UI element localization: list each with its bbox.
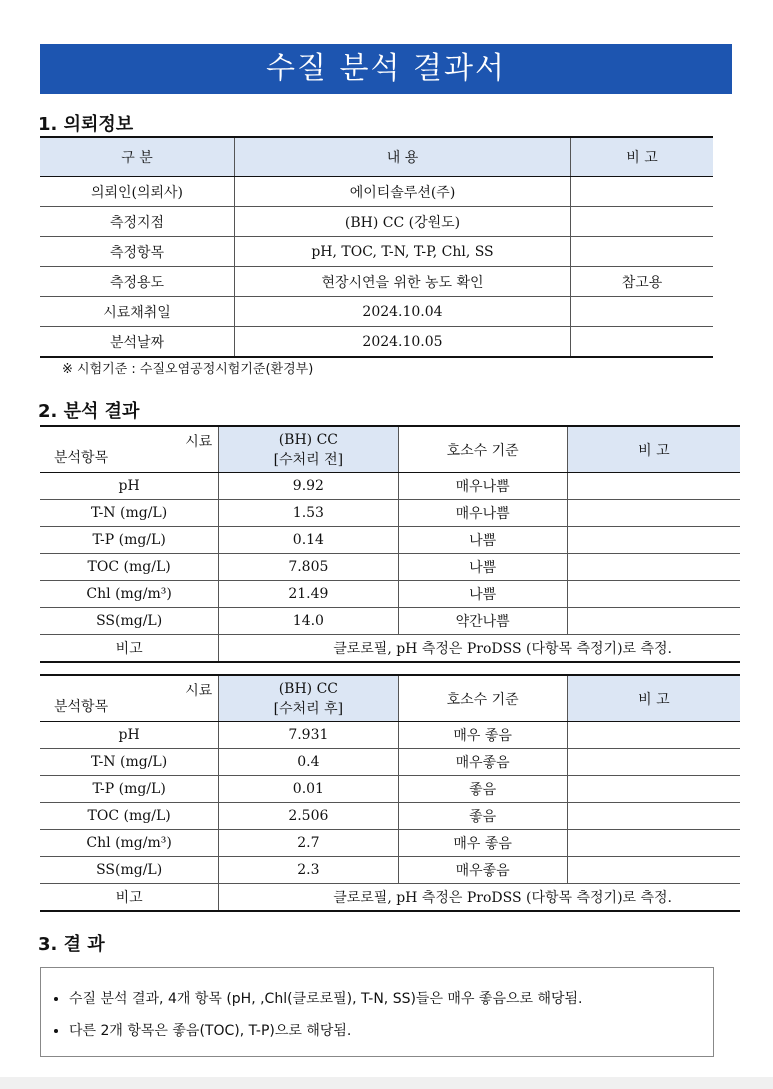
item-value: 7.805 (219, 554, 398, 581)
header-corner-cell (40, 426, 219, 473)
table-row (40, 554, 740, 581)
section1-heading: 1. 의뢰정보 (38, 114, 134, 135)
item-name: pH (40, 722, 219, 749)
item-grade: 매우좋음 (398, 749, 567, 776)
item-remark (567, 581, 740, 608)
row-remark (571, 327, 714, 358)
table-row (40, 207, 713, 237)
item-value: 2.3 (219, 857, 398, 884)
page-bottom-strip (0, 1077, 773, 1089)
item-name: SS(mg/L) (40, 857, 219, 884)
item-grade: 나쁨 (398, 527, 567, 554)
item-remark (567, 608, 740, 635)
item-grade: 좋음 (398, 776, 567, 803)
table-row (40, 776, 740, 803)
table-row (40, 297, 713, 327)
table-row (40, 722, 740, 749)
row-value: (BH) CC (강원도) (235, 207, 571, 237)
row-label: 측정지점 (40, 207, 235, 237)
remark-label: 비고 (40, 635, 219, 663)
sample-name: (BH) CC (278, 431, 339, 448)
header-sample (219, 675, 398, 722)
row-label: 측정용도 (40, 267, 235, 297)
item-name: Chl (mg/m³) (40, 830, 219, 857)
table-row (40, 749, 740, 776)
item-grade: 나쁨 (398, 581, 567, 608)
item-grade: 매우나쁨 (398, 500, 567, 527)
row-label: 측정항목 (40, 237, 235, 267)
corner-item-label: 분석항목 (54, 450, 109, 466)
item-value: 9.92 (219, 473, 398, 500)
item-grade: 매우나쁨 (398, 473, 567, 500)
item-name: Chl (mg/m³) (40, 581, 219, 608)
header-corner-cell (40, 675, 219, 722)
table-row (40, 327, 713, 358)
header-sample (219, 426, 398, 473)
remark-text: 클로로필, pH 측정은 ProDSS (다항목 측정기)로 측정. (333, 641, 672, 657)
item-grade: 나쁨 (398, 554, 567, 581)
row-remark (571, 297, 714, 327)
table-row (40, 500, 740, 527)
item-name: T-P (mg/L) (40, 527, 219, 554)
item-name: T-N (mg/L) (40, 749, 219, 776)
item-name: TOC (mg/L) (40, 554, 219, 581)
conclusion-box (40, 967, 714, 1057)
corner-sample-label: 시료 (185, 683, 213, 699)
section3-heading: 3. 결 과 (38, 934, 105, 955)
item-value: 2.506 (219, 803, 398, 830)
item-value: 7.931 (219, 722, 398, 749)
item-remark (567, 830, 740, 857)
row-remark: 참고용 (571, 267, 714, 297)
header-content: 내 용 (235, 137, 571, 177)
table-row (40, 581, 740, 608)
header-category: 구 분 (40, 137, 235, 177)
row-value: 현장시연을 위한 농도 확인 (235, 267, 571, 297)
sample-condition: [수처리 후] (273, 700, 344, 717)
item-remark (567, 500, 740, 527)
item-name: SS(mg/L) (40, 608, 219, 635)
header-remark: 비 고 (571, 137, 714, 177)
item-remark (567, 749, 740, 776)
row-label: 분석날짜 (40, 327, 235, 358)
sample-name: (BH) CC (278, 680, 339, 697)
item-grade: 매우 좋음 (398, 830, 567, 857)
item-remark (567, 776, 740, 803)
item-grade: 매우좋음 (398, 857, 567, 884)
header-remark: 비 고 (567, 675, 740, 722)
row-label: 시료채취일 (40, 297, 235, 327)
remark-label: 비고 (40, 884, 219, 912)
row-remark (571, 237, 714, 267)
table-row (40, 608, 740, 635)
item-remark (567, 722, 740, 749)
item-name: pH (40, 473, 219, 500)
table-row (40, 803, 740, 830)
remark-row (40, 884, 740, 912)
item-remark (567, 857, 740, 884)
corner-item-label: 분석항목 (54, 699, 109, 715)
remark-text: 클로로필, pH 측정은 ProDSS (다항목 측정기)로 측정. (333, 890, 672, 906)
item-value: 14.0 (219, 608, 398, 635)
table-row (40, 830, 740, 857)
results-before-table (40, 425, 740, 663)
table-header-row (40, 675, 740, 722)
item-remark (567, 473, 740, 500)
section2-heading: 2. 분석 결과 (38, 401, 140, 422)
table-row (40, 177, 713, 207)
request-info-table (40, 136, 713, 358)
row-value: 2024.10.05 (235, 327, 571, 358)
row-value: 에이티솔루션(주) (235, 177, 571, 207)
row-value: pH, TOC, T-N, T-P, Chl, SS (235, 237, 571, 267)
table-row (40, 237, 713, 267)
item-value: 0.01 (219, 776, 398, 803)
item-grade: 약간나쁨 (398, 608, 567, 635)
item-value: 0.14 (219, 527, 398, 554)
row-label: 의뢰인(의뢰사) (40, 177, 235, 207)
header-standard: 호소수 기준 (398, 426, 567, 473)
row-remark (571, 207, 714, 237)
table-row (40, 267, 713, 297)
item-value: 21.49 (219, 581, 398, 608)
table-row (40, 857, 740, 884)
item-value: 1.53 (219, 500, 398, 527)
item-grade: 매우 좋음 (398, 722, 567, 749)
test-standard-note: ※ 시험기준 : 수질오염공정시험기준(환경부) (62, 362, 314, 377)
item-name: TOC (mg/L) (40, 803, 219, 830)
item-name: T-P (mg/L) (40, 776, 219, 803)
conclusion-list (41, 988, 713, 1040)
remark-row (40, 635, 740, 663)
item-grade: 좋음 (398, 803, 567, 830)
header-remark: 비 고 (567, 426, 740, 473)
header-standard: 호소수 기준 (398, 675, 567, 722)
item-remark (567, 803, 740, 830)
results-after-table (40, 674, 740, 912)
item-value: 0.4 (219, 749, 398, 776)
item-remark (567, 527, 740, 554)
table-row (40, 527, 740, 554)
table-header-row (40, 137, 713, 177)
row-value: 2024.10.04 (235, 297, 571, 327)
item-remark (567, 554, 740, 581)
list-item: • 다른 2개 항목은 좋음(TOC), T-P)으로 해당됨. (69, 1020, 713, 1040)
table-header-row (40, 426, 740, 473)
table-row (40, 473, 740, 500)
item-value: 2.7 (219, 830, 398, 857)
row-remark (571, 177, 714, 207)
list-item: • 수질 분석 결과, 4개 항목 (pH, ,Chl(클로로필), T-N, SS)들은 매우 좋음으로 해당됨. (69, 988, 713, 1008)
document-title: 수질 분석 결과서 (40, 44, 732, 94)
item-name: T-N (mg/L) (40, 500, 219, 527)
sample-condition: [수처리 전] (273, 451, 344, 468)
corner-sample-label: 시료 (185, 434, 213, 450)
